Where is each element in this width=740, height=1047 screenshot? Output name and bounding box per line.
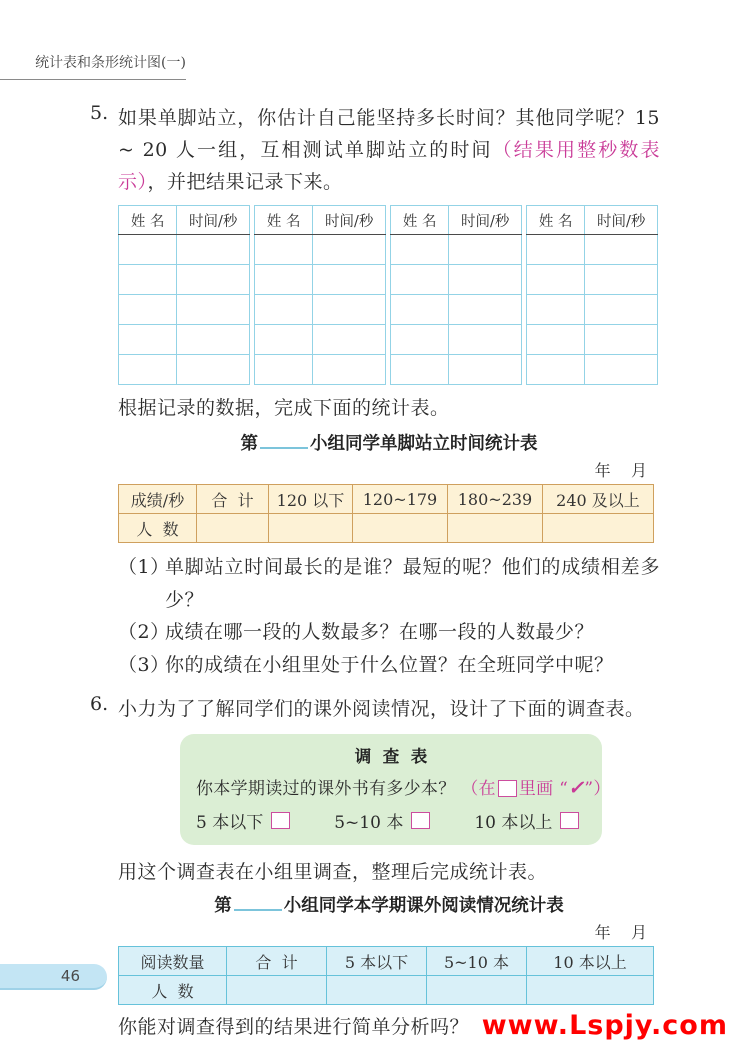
record-table-group-1[interactable] [118,205,250,385]
stat-table-2-title-prefix: 第 [214,896,232,916]
survey-question-text: 你本学期读过的课外书有多少本？ [196,779,456,799]
record-cell[interactable] [313,355,386,385]
survey-box [180,734,611,845]
stat1-header-score: 成绩/秒 [119,485,197,514]
stat-table-1-title-suffix: 小组同学单脚站立时间统计表 [310,434,538,454]
sub-question-3-number: （3） [118,653,170,676]
record-cell[interactable] [313,295,386,325]
record-cell[interactable] [313,235,386,265]
stat2-header-range2: 5~10 本 [427,947,527,976]
record-cell[interactable] [255,235,313,265]
record-cell[interactable] [585,295,658,325]
stat2-row-label: 人 数 [119,976,227,1005]
stat2-header-range3: 10 本以上 [527,947,654,976]
survey-title: 调 查 表 [354,747,428,766]
question-6 [90,693,660,725]
record-cell[interactable] [255,265,313,295]
record-cell[interactable] [391,235,449,265]
question-5-subquestions [118,551,660,681]
stat1-cell[interactable] [197,514,269,543]
stat2-header-quantity: 阅读数量 [119,947,227,976]
record-cell[interactable] [449,355,522,385]
record-name-header: 姓 名 [527,206,585,235]
stat1-cell[interactable] [353,514,448,543]
stat1-header-total: 合 计 [197,485,269,514]
record-cell[interactable] [449,295,522,325]
record-cell[interactable] [119,265,177,295]
survey-hint-checkbox[interactable] [498,780,517,797]
question-5-text-main: 如果单脚站立，你估计自己能坚持多长时间？其他同学呢？15 ~ 20 人一组，互相测试单脚站立的时间 [118,107,660,161]
record-cell[interactable] [391,325,449,355]
question-6-text: 小力为了了解同学们的课外阅读情况，设计了下面的调查表。 [118,698,645,720]
sub-question-3-text: 你的成绩在小组里处于什么位置？在全班同学中呢？ [165,653,614,676]
stat-table-2-title-suffix: 小组同学本学期课外阅读情况统计表 [283,896,564,916]
record-cell[interactable] [585,325,658,355]
record-cell[interactable] [391,295,449,325]
record-cell[interactable] [391,355,449,385]
record-cell[interactable] [119,235,177,265]
stat1-header-range1: 120 以下 [269,485,353,514]
stat-table-2-title [118,892,660,917]
survey-option-3-label: 10 本以上 [474,813,553,833]
survey-question-line [196,774,611,799]
record-cell[interactable] [527,295,585,325]
after-record-table-text: 根据记录的数据，完成下面的统计表。 [118,397,450,419]
record-cell[interactable] [177,325,250,355]
stat1-header-range2: 120~179 [353,485,448,514]
question-5-text [118,102,660,198]
closing-question-text: 你能对调查得到的结果进行简单分析吗？ [118,1016,470,1038]
record-cell[interactable] [585,235,658,265]
record-cell[interactable] [391,265,449,295]
survey-hint-mid: 里画 “ [518,779,569,799]
record-cell[interactable] [527,235,585,265]
sub-question-2 [118,616,660,649]
sub-question-3 [118,649,660,682]
question-5-number: 5. [90,102,109,124]
record-cell[interactable] [449,265,522,295]
record-cell[interactable] [119,355,177,385]
sub-question-1 [118,551,660,616]
page-number: 46 [60,967,80,985]
sub-question-2-text: 成绩在哪一段的人数最多？在哪一段的人数最少？ [165,621,595,643]
watermark: www.Lspjy.com [481,1010,728,1041]
survey-hint [461,779,610,799]
record-table-group-4[interactable] [526,205,658,385]
record-cell[interactable] [527,355,585,385]
stat2-header-range1: 5 本以下 [327,947,427,976]
record-cell[interactable] [449,325,522,355]
record-name-header: 姓 名 [255,206,313,235]
record-cell[interactable] [119,325,177,355]
sub-question-1-number: （1） [118,556,170,578]
record-cell[interactable] [177,235,250,265]
record-time-header: 时间/秒 [585,206,658,235]
record-cell[interactable] [177,295,250,325]
record-cell[interactable] [313,325,386,355]
chapter-title: 统计表和条形统计图(一) [35,55,186,71]
record-name-header: 姓 名 [119,206,177,235]
survey-option-2-checkbox[interactable] [411,812,430,829]
survey-options [196,808,586,833]
record-time-header: 时间/秒 [177,206,250,235]
stat-table-1-title-blank[interactable] [260,432,308,449]
stat1-cell[interactable] [269,514,353,543]
record-cell[interactable] [527,325,585,355]
record-name-header: 姓 名 [391,206,449,235]
record-cell[interactable] [585,355,658,385]
record-table-group-3[interactable] [390,205,522,385]
question-6-number: 6. [90,693,109,715]
record-cell[interactable] [585,265,658,295]
stat1-header-range4: 240 及以上 [543,485,654,514]
question-5 [90,102,660,198]
record-cell[interactable] [255,295,313,325]
sub-question-2-number: （2） [118,621,170,643]
record-time-header: 时间/秒 [313,206,386,235]
survey-option-1-label: 5 本以下 [196,813,264,833]
survey-hint-open: （在 [461,779,496,799]
page-content [90,102,660,1043]
stat-table-1-title [118,430,660,455]
stat-table-2-date: 年 月 [594,923,647,942]
stat-table-2-title-blank[interactable] [234,894,282,911]
survey-option-1-checkbox[interactable] [271,812,290,829]
record-cell[interactable] [119,295,177,325]
stat-table-2 [118,946,654,1005]
record-cell[interactable] [255,355,313,385]
stat-table-1-title-prefix: 第 [240,434,258,454]
stat1-header-range3: 180~239 [448,485,543,514]
sub-question-1-text: 单脚站立时间最长的是谁？最短的呢？他们的成绩相差多少？ [165,556,660,611]
record-table [118,205,658,385]
question-5-text-end: ，并把结果记录下来。 [147,171,343,193]
record-cell[interactable] [177,355,250,385]
survey-hint-close: ”） [584,779,611,799]
stat2-header-total: 合 计 [227,947,327,976]
running-head [0,52,186,80]
stat2-cell[interactable] [527,976,654,1005]
record-cell[interactable] [449,235,522,265]
record-time-header: 时间/秒 [449,206,522,235]
stat2-cell[interactable] [427,976,527,1005]
stat1-cell[interactable] [543,514,654,543]
record-cell[interactable] [177,265,250,295]
stat1-row-label: 人 数 [119,514,197,543]
stat2-cell[interactable] [227,976,327,1005]
record-table-group-2[interactable] [254,205,386,385]
survey-option-3-checkbox[interactable] [560,812,579,829]
checkmark-icon: ✓ [568,777,585,799]
record-cell[interactable] [313,265,386,295]
stat-table-1 [118,484,654,543]
stat2-cell[interactable] [327,976,427,1005]
stat1-cell[interactable] [448,514,543,543]
question-5-text-pink: （结果用整秒数表示） [118,139,660,193]
after-survey-text: 用这个调查表在小组里调查，整理后完成统计表。 [118,861,548,883]
page-number-pill [0,964,107,990]
record-cell[interactable] [255,325,313,355]
record-cell[interactable] [527,265,585,295]
survey-option-2-label: 5~10 本 [334,813,404,833]
stat-table-1-date: 年 月 [594,461,647,480]
